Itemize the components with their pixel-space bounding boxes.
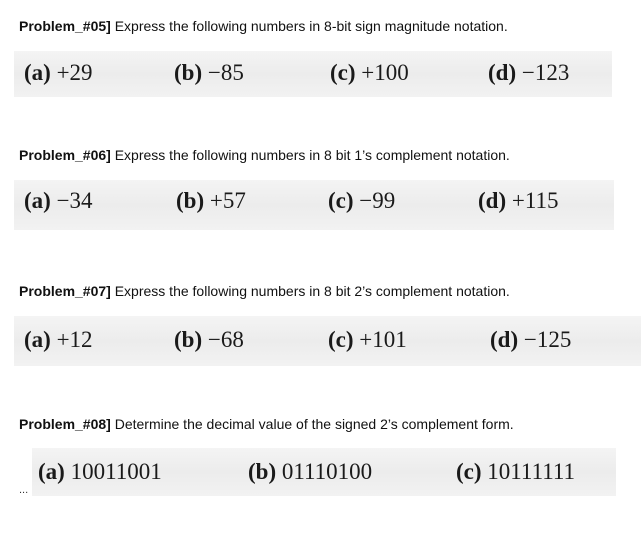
problem-07-id: Problem_#07] bbox=[19, 283, 111, 299]
item-value: 10011001 bbox=[70, 459, 162, 484]
item-value: −34 bbox=[56, 188, 93, 213]
problem-06-item-c bbox=[328, 188, 395, 214]
item-label: (b) bbox=[176, 188, 205, 213]
problem-07-item-b bbox=[174, 327, 244, 353]
problem-06-title bbox=[19, 147, 510, 163]
item-label: (b) bbox=[248, 459, 277, 484]
problem-08-item-b bbox=[248, 459, 372, 485]
item-label: (b) bbox=[174, 327, 203, 352]
problem-08-title bbox=[19, 416, 514, 432]
problem-08-id: Problem_#08] bbox=[19, 416, 111, 432]
item-label: (a) bbox=[24, 327, 51, 352]
item-label: (c) bbox=[330, 60, 356, 85]
problem-07-item-c bbox=[328, 327, 407, 353]
problem-06-item-a bbox=[24, 188, 93, 214]
problem-05-title bbox=[19, 18, 508, 34]
problem-05-item-c bbox=[330, 60, 409, 86]
item-value: −125 bbox=[523, 327, 572, 352]
problem-08-text: Determine the decimal value of the signed 2’s complement form. bbox=[110, 416, 514, 432]
problem-06-item-b bbox=[176, 188, 246, 214]
item-value: −68 bbox=[207, 327, 244, 352]
item-label: (d) bbox=[478, 188, 507, 213]
item-label: (a) bbox=[24, 188, 51, 213]
item-label: (c) bbox=[456, 459, 482, 484]
item-value: −85 bbox=[207, 60, 244, 85]
problem-05-item-d bbox=[488, 60, 569, 86]
problem-07-item-d bbox=[490, 327, 571, 353]
item-value: +57 bbox=[209, 188, 246, 213]
problem-07-title bbox=[19, 283, 510, 299]
item-label: (d) bbox=[488, 60, 517, 85]
problem-06-text: Express the following numbers in 8 bit 1’s complement notation. bbox=[110, 147, 510, 163]
item-value: 10111111 bbox=[487, 459, 576, 484]
problem-05-text: Express the following numbers in 8-bit sign magnitude notation. bbox=[110, 18, 508, 34]
item-label: (d) bbox=[490, 327, 519, 352]
item-value: +115 bbox=[511, 188, 559, 213]
problem-06-item-d bbox=[478, 188, 559, 214]
background-show-through bbox=[244, 55, 247, 71]
item-value: +101 bbox=[359, 327, 407, 352]
item-value: −123 bbox=[521, 60, 570, 85]
item-label: (a) bbox=[38, 459, 65, 484]
item-label: (a) bbox=[24, 60, 51, 85]
problem-05-item-a bbox=[24, 60, 93, 86]
item-value: +29 bbox=[56, 60, 93, 85]
problem-05-id: Problem_#05] bbox=[19, 18, 111, 34]
item-label: (c) bbox=[328, 188, 354, 213]
problem-08-item-c bbox=[456, 459, 575, 485]
item-label: (b) bbox=[174, 60, 203, 85]
trailing-ellipsis: ... bbox=[19, 484, 29, 496]
item-value: +100 bbox=[361, 60, 409, 85]
problem-06-id: Problem_#06] bbox=[19, 147, 111, 163]
item-value: −99 bbox=[359, 188, 396, 213]
item-label: (c) bbox=[328, 327, 354, 352]
item-value: +12 bbox=[56, 327, 93, 352]
item-value: 01110100 bbox=[281, 459, 373, 484]
problem-05-item-b bbox=[174, 60, 244, 86]
problem-08-item-a bbox=[38, 459, 162, 485]
problem-07-item-a bbox=[24, 327, 93, 353]
problem-07-text: Express the following numbers in 8 bit 2’s complement notation. bbox=[110, 283, 510, 299]
